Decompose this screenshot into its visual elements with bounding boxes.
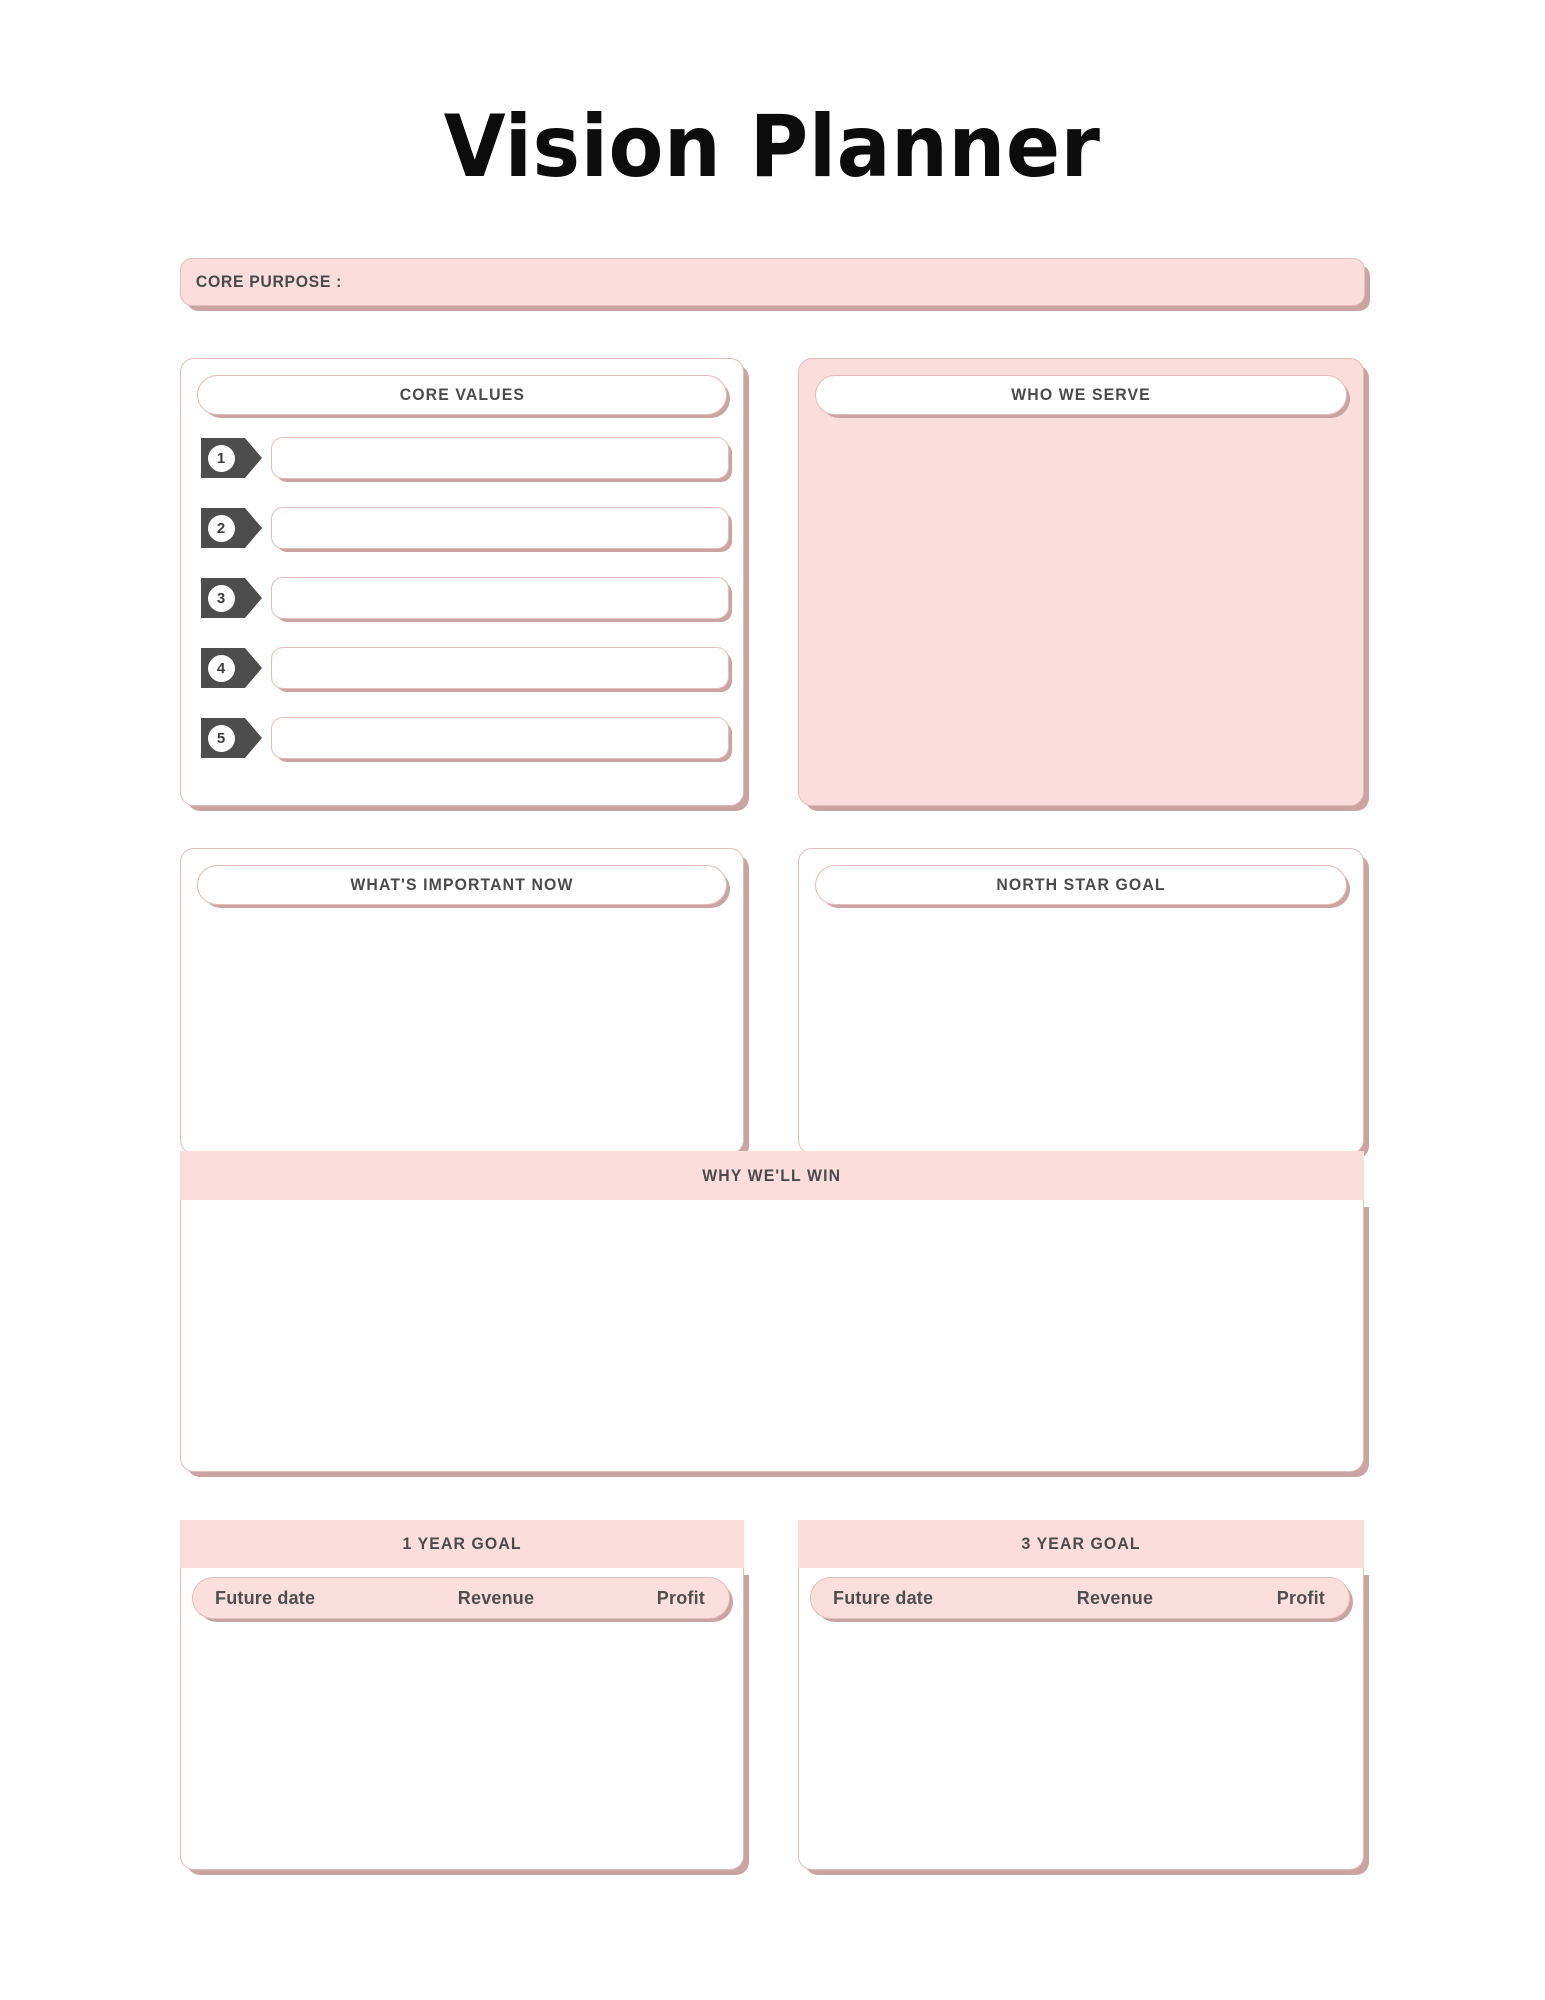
core-value-number-4: 4 xyxy=(208,655,235,682)
number-badge-icon xyxy=(201,578,245,618)
core-value-number-5: 5 xyxy=(208,725,235,752)
number-badge-icon xyxy=(201,438,245,478)
north-star-goal-heading xyxy=(815,865,1347,905)
one-year-goal-heading xyxy=(180,1520,744,1568)
core-value-row-5 xyxy=(201,715,729,761)
three-year-goal-card[interactable] xyxy=(798,1534,1364,1870)
three-year-col-revenue: Revenue xyxy=(1076,1587,1154,1608)
core-purpose-field[interactable] xyxy=(180,258,1365,306)
three-year-goal-heading-label: 3 YEAR GOAL xyxy=(1021,1534,1141,1553)
core-value-input-1[interactable] xyxy=(271,437,729,479)
page-title: Vision Planner xyxy=(444,97,1101,197)
one-year-col-revenue: Revenue xyxy=(457,1587,535,1608)
core-value-row-1 xyxy=(201,435,729,481)
whats-important-now-heading xyxy=(197,865,727,905)
one-year-goal-card[interactable] xyxy=(180,1534,744,1870)
whats-important-now-heading-label: WHAT'S IMPORTANT NOW xyxy=(350,875,574,894)
why-well-win-heading xyxy=(180,1151,1364,1200)
number-badge-icon xyxy=(201,648,245,688)
north-star-goal-card[interactable] xyxy=(798,848,1364,1154)
three-year-col-profit: Profit xyxy=(1276,1587,1325,1608)
whats-important-now-card[interactable] xyxy=(180,848,744,1154)
core-value-input-5[interactable] xyxy=(271,717,729,759)
page-title-wrap xyxy=(0,97,1545,197)
core-purpose-label: CORE PURPOSE : xyxy=(195,272,343,291)
who-we-serve-heading xyxy=(815,375,1347,415)
one-year-goal-columns xyxy=(192,1577,730,1619)
core-values-heading xyxy=(197,375,727,415)
north-star-goal-heading-label: NORTH STAR GOAL xyxy=(996,875,1166,894)
who-we-serve-card[interactable] xyxy=(798,358,1364,806)
why-well-win-heading-label: WHY WE'LL WIN xyxy=(702,1165,842,1185)
number-badge-icon xyxy=(201,508,245,548)
core-values-card xyxy=(180,358,744,806)
core-value-row-3 xyxy=(201,575,729,621)
why-well-win-card[interactable] xyxy=(180,1165,1364,1472)
three-year-goal-heading xyxy=(798,1520,1364,1568)
core-value-input-2[interactable] xyxy=(271,507,729,549)
core-value-row-4 xyxy=(201,645,729,691)
core-value-number-1: 1 xyxy=(208,445,235,472)
one-year-col-future-date: Future date xyxy=(215,1587,316,1608)
one-year-col-profit: Profit xyxy=(656,1587,705,1608)
core-value-row-2 xyxy=(201,505,729,551)
core-value-number-2: 2 xyxy=(208,515,235,542)
one-year-goal-heading-label: 1 YEAR GOAL xyxy=(402,1534,522,1553)
core-values-heading-label: CORE VALUES xyxy=(399,385,525,404)
core-value-input-3[interactable] xyxy=(271,577,729,619)
three-year-col-future-date: Future date xyxy=(833,1587,934,1608)
number-badge-icon xyxy=(201,718,245,758)
who-we-serve-heading-label: WHO WE SERVE xyxy=(1011,385,1151,404)
core-value-number-3: 3 xyxy=(208,585,235,612)
three-year-goal-columns xyxy=(810,1577,1350,1619)
core-value-input-4[interactable] xyxy=(271,647,729,689)
